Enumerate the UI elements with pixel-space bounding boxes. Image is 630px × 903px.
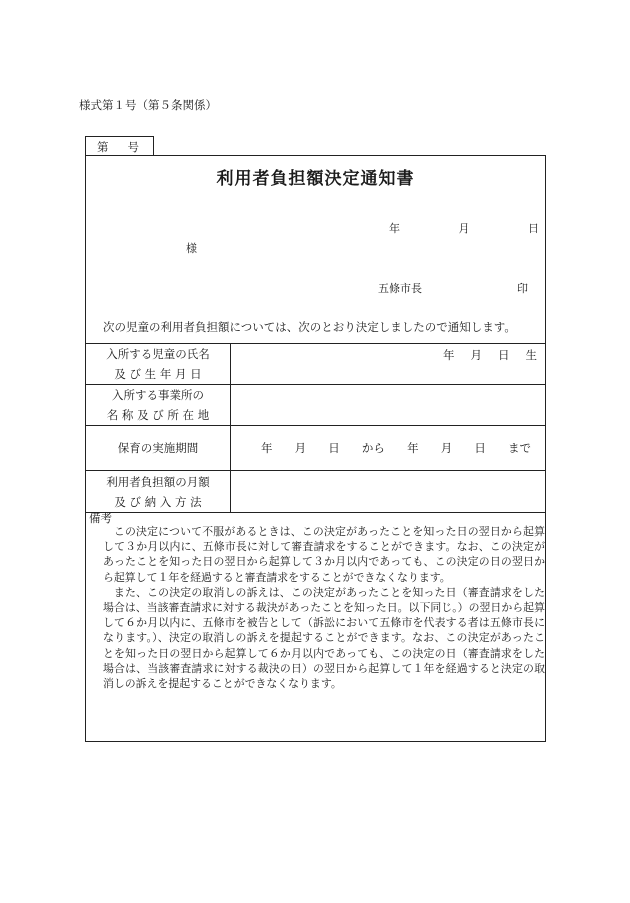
date-day-label: 日	[528, 222, 539, 235]
monthly-fee-label: 利用者負担額の月額 及 び 納 入 方 法	[86, 471, 231, 513]
care-period-field	[231, 426, 546, 471]
table-row	[86, 426, 546, 471]
issue-date-line	[389, 220, 539, 236]
table-row	[86, 385, 546, 426]
details-table	[85, 343, 546, 513]
date-year-label: 年	[389, 222, 400, 235]
issuer-name: 五條市長	[378, 282, 422, 295]
notice-text: 次の児童の利用者負担額については、次のとおり決定しましたので通知します。	[103, 320, 516, 334]
facility-field	[231, 385, 546, 426]
child-name-field	[231, 344, 546, 385]
child-name-label: 入所する児童の氏名 及 び 生 年 月 日	[86, 344, 231, 385]
document-number-box	[85, 136, 154, 156]
care-period-label: 保育の実施期間	[86, 426, 231, 471]
number-suffix: 号	[127, 139, 139, 154]
notice-form	[85, 155, 546, 742]
birth-date-labels: 年 月 日 生	[443, 348, 537, 362]
number-prefix: 第	[97, 139, 109, 154]
date-month-label: 月	[458, 222, 470, 235]
monthly-fee-field	[231, 471, 546, 513]
remarks-body	[103, 524, 545, 691]
seal-mark: 印	[517, 282, 528, 295]
document-title: 利用者負担額決定通知書	[216, 169, 415, 189]
care-period-labels: 年 月 日 から 年 月 日 まで	[261, 441, 531, 455]
table-row	[86, 471, 546, 513]
remarks-paragraph: また、この決定の取消しの訴えは、この決定があったことを知った日（審査請求をした場合は、当該審査請求に対する裁決があったことを知った日。以下同じ。）の翌日から起算して６か月以内に、五條市を被告として（訴訟において五條市を代表する者は五條市長になります。）、決定の取消しの訴えを提起することができます。なお、この決定があったことを知った日の翌日から起算して６か月以内であっても、この決定の日（審査請求をした場合は、当該審査請求に対する裁決の日）の翌日から起算して１年を経過すると決定の取消しの訴えを提起することができなくなります。	[103, 585, 545, 691]
table-row	[86, 344, 546, 385]
facility-label: 入所する事業所の 名 称 及 び 所 在 地	[86, 385, 231, 426]
form-id: 様式第１号（第５条関係）	[79, 98, 217, 112]
remarks-heading: 備考	[89, 511, 112, 525]
remarks-paragraph: この決定について不服があるときは、この決定があったことを知った日の翌日から起算して３か月以内に、五條市長に対して審査請求をすることができます。なお、この決定があったことを知った日の翌日から起算して３か月以内であっても、この決定の日の翌日から起算して１年を経過すると審査請求をすることができなくなります。	[103, 525, 545, 584]
addressee-suffix: 様	[186, 242, 197, 255]
